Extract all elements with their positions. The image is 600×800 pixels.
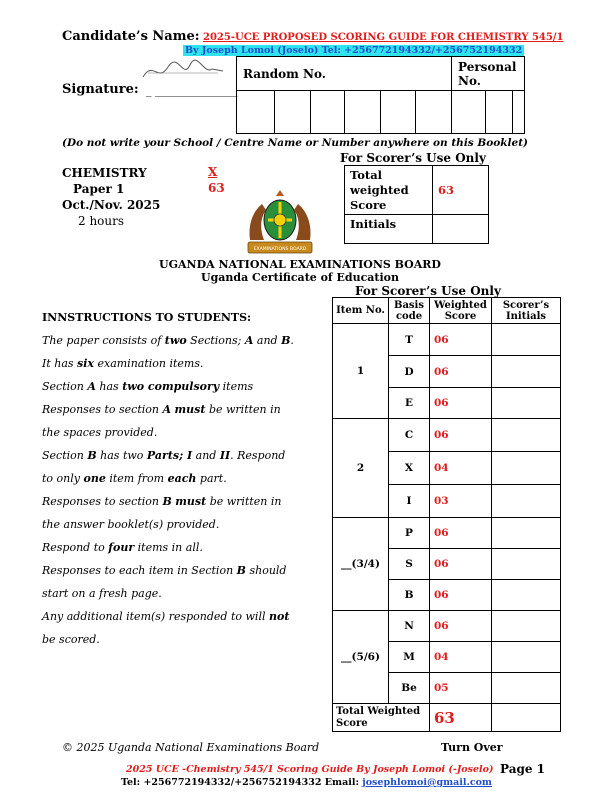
basis-code: Be xyxy=(389,673,430,704)
subject-block xyxy=(62,165,160,229)
header-scorer-initials: Scorer’s Initials xyxy=(492,298,561,324)
signature-label: Signature: xyxy=(62,82,139,97)
total-weighted-score-value: 63 xyxy=(430,704,492,732)
instruction-line: Responses to each item in Section B should xyxy=(42,564,287,577)
instruction-line: Respond to four items in all. xyxy=(42,541,203,554)
scorer-initials-cell[interactable] xyxy=(492,356,561,388)
scorer-initials-cell[interactable] xyxy=(492,642,561,673)
initials-cell[interactable] xyxy=(433,215,489,244)
footer-guide-line: 2025 UCE -Chemistry 545/1 Scoring Guide By Joseph Lomoi (-Joselo) xyxy=(126,764,494,775)
weighted-score: 04 xyxy=(430,642,492,673)
signature-scribble-icon xyxy=(138,55,228,85)
header-item-no: Item No. xyxy=(333,298,389,324)
footer-email-link[interactable]: josephlomoi@gmail.com xyxy=(362,777,492,788)
basis-code: X xyxy=(389,452,430,485)
basis-code: D xyxy=(389,356,430,388)
instruction-line: The paper consists of two Sections; A and B. xyxy=(42,334,294,347)
random-no-label: Random No. xyxy=(237,57,452,91)
table-row xyxy=(333,611,561,642)
personal-no-digit[interactable] xyxy=(513,91,525,134)
mark-x: X xyxy=(208,165,218,179)
basis-code: E xyxy=(389,388,430,419)
random-no-digit[interactable] xyxy=(381,91,416,134)
instruction-line: Responses to section A must be written in xyxy=(42,403,281,416)
weighted-score: 06 xyxy=(430,356,492,388)
basis-code: N xyxy=(389,611,430,642)
random-no-digit[interactable] xyxy=(416,91,452,134)
scorer-initials-cell[interactable] xyxy=(492,611,561,642)
guide-title: 2025-UCE PROPOSED SCORING GUIDE FOR CHEMISTRY 545/1 xyxy=(203,32,564,43)
instruction-line: be scored. xyxy=(42,633,100,646)
page-number: Page 1 xyxy=(500,762,546,776)
instruction-line: Responses to section B must be written in xyxy=(42,495,282,508)
random-no-digit[interactable] xyxy=(311,91,345,134)
mark-score: 63 xyxy=(208,181,225,195)
table-row xyxy=(333,324,561,356)
candidate-name-label: Candidate’s Name: xyxy=(62,29,200,44)
basis-code: P xyxy=(389,518,430,549)
exam-date: Oct./Nov. 2025 xyxy=(62,198,161,212)
instruction-line: It has six examination items. xyxy=(42,357,204,370)
instruction-line: Section B has two Parts; I and II. Respond xyxy=(42,449,286,462)
basis-code: M xyxy=(389,642,430,673)
weighted-score: 06 xyxy=(430,580,492,611)
personal-no-digit[interactable] xyxy=(452,91,486,134)
instruction-line: Section A has two compulsory items xyxy=(42,380,254,393)
exam-duration: 2 hours xyxy=(78,214,125,228)
total-initials-cell[interactable] xyxy=(492,704,561,732)
random-no-digit[interactable] xyxy=(275,91,311,134)
basis-code: C xyxy=(389,419,430,452)
scorer-box-title: For Scorer’s Use Only xyxy=(340,151,486,165)
copyright-text: © 2025 Uganda National Examinations Board xyxy=(62,741,320,754)
scorer-initials-cell[interactable] xyxy=(492,324,561,356)
paper-number: Paper 1 xyxy=(73,182,125,196)
instruction-line: the answer booklet(s) provided. xyxy=(42,518,220,531)
weighted-score: 03 xyxy=(430,485,492,518)
item-number: 2 xyxy=(333,419,389,518)
personal-no-label: Personal No. xyxy=(452,57,525,91)
weighted-score: 06 xyxy=(430,388,492,419)
basis-code: S xyxy=(389,549,430,580)
header-basis-code: Basis code xyxy=(389,298,430,324)
instruction-line: to only one item from each part. xyxy=(42,472,227,485)
weighted-score: 06 xyxy=(430,324,492,356)
header-weighted-score: Weighted Score xyxy=(430,298,492,324)
table-total-row xyxy=(333,704,561,732)
scorer-initials-cell[interactable] xyxy=(492,580,561,611)
weighted-score: 04 xyxy=(430,452,492,485)
scorer-initials-cell[interactable] xyxy=(492,419,561,452)
instructions-list xyxy=(42,329,327,651)
signature-line: _ _______________ xyxy=(146,84,238,97)
item-number: 1 xyxy=(333,324,389,419)
crest-ribbon-text: EXAMINATIONS BOARD xyxy=(253,247,307,252)
subject-name: CHEMISTRY xyxy=(62,166,147,180)
instruction-line: start on a fresh page. xyxy=(42,587,162,600)
weighted-score: 06 xyxy=(430,549,492,580)
weighted-score: 05 xyxy=(430,673,492,704)
basis-code: T xyxy=(389,324,430,356)
initials-label: Initials xyxy=(345,215,433,244)
weighted-score: 06 xyxy=(430,518,492,549)
total-score-value: 63 xyxy=(433,166,489,215)
turn-over-text: Turn Over xyxy=(441,741,503,754)
uneb-crest-icon xyxy=(240,190,320,256)
board-name: UGANDA NATIONAL EXAMINATIONS BOARD xyxy=(159,258,441,271)
table-row xyxy=(333,518,561,549)
total-weighted-score-label: Total weighted Score xyxy=(345,166,433,215)
certificate-name: Uganda Certificate of Education xyxy=(201,271,399,284)
score-table xyxy=(332,297,561,732)
instructions-heading: INNSTRUCTIONS TO STUDENTS: xyxy=(42,311,252,324)
total-score-box xyxy=(344,165,489,244)
scorer-initials-cell[interactable] xyxy=(492,549,561,580)
scorer-initials-cell[interactable] xyxy=(492,673,561,704)
total-weighted-score-label: Total Weighted Score xyxy=(333,704,430,732)
footer-tel: Tel: +256772194332/+256752194332 Email: xyxy=(121,777,363,788)
item-number: __(5/6) xyxy=(333,611,389,704)
footer-contact-line xyxy=(121,777,492,788)
basis-code: I xyxy=(389,485,430,518)
random-no-digit[interactable] xyxy=(237,91,275,134)
random-no-digit[interactable] xyxy=(345,91,381,134)
scorer-initials-cell[interactable] xyxy=(492,518,561,549)
author-line: By Joseph Lomoi (Joselo) Tel: +256772194332/+256752194332 xyxy=(185,45,523,56)
scorer-initials-cell[interactable] xyxy=(492,452,561,485)
basis-code: B xyxy=(389,580,430,611)
scorer-initials-cell[interactable] xyxy=(492,388,561,419)
table-row xyxy=(333,419,561,452)
scorer-initials-cell[interactable] xyxy=(492,485,561,518)
instruction-line: the spaces provided. xyxy=(42,426,158,439)
candidate-number-grid xyxy=(236,56,525,134)
table-header-row xyxy=(333,298,561,324)
booklet-note: (Do not write your School / Centre Name or Number anywhere on this Booklet) xyxy=(62,137,529,149)
personal-no-digit[interactable] xyxy=(486,91,513,134)
weighted-score: 06 xyxy=(430,419,492,452)
weighted-score: 06 xyxy=(430,611,492,642)
score-table-title: For Scorer’s Use Only xyxy=(355,284,501,298)
instruction-line: Any additional item(s) responded to will not xyxy=(42,610,290,623)
item-number: __(3/4) xyxy=(333,518,389,611)
